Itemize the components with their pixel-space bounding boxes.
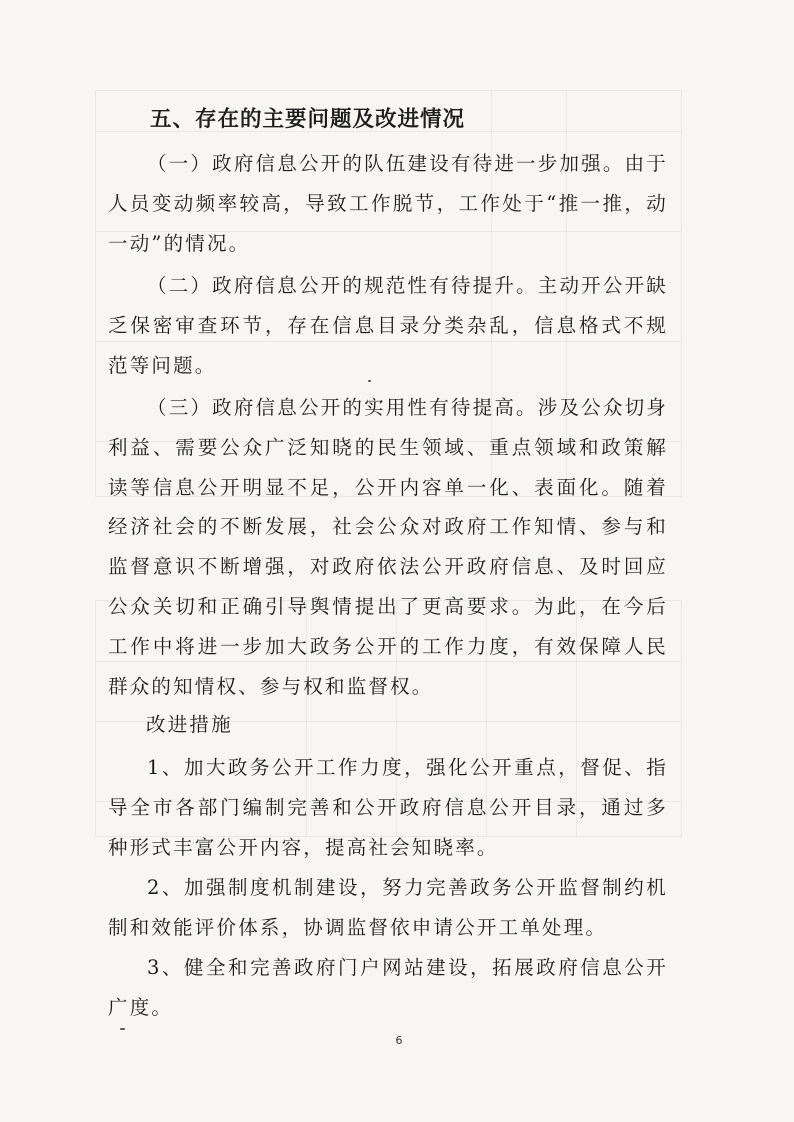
page-number: 6	[395, 1034, 403, 1047]
section-heading: 五、存在的主要问题及改进情况	[150, 107, 466, 132]
paragraph-issue-2: （二）政府信息公开的规范性有待提升。主动开公开缺乏保密审查环节，存在信息目录分类杂乱，信息格式不规范等问题。	[108, 274, 668, 377]
measure-item-2: 2、加强制度机制建设，努力完善政务公开监督制约机制和效能评价体系，协调监督依申请公开工单处理。	[108, 876, 668, 939]
measure-item-1: 1、加大政务公开工作力度，强化公开重点，督促、指导全市各部门编制完善和公开政府信息公开目录，通过多种形式丰富公开内容，提高社会知晓率。	[108, 756, 668, 859]
improvement-measures-subheading: 改进措施	[146, 713, 233, 736]
measure-item-3: 3、健全和完善政府门户网站建设，拓展政府信息公开广度。	[108, 956, 668, 1019]
paragraph-issue-3: （三）政府信息公开的实用性有待提高。涉及公众切身利益、需要公众广泛知晓的民生领域、重点领域和政策解读等信息公开明显不足，公开内容单一化、表面化。随着经济社会的不断发展，社会公众对政府工作知情、参与和监督意识不断增强，对政府依法公开政府信息、及时回应公众关切和正确引导舆情提出了更高要求。为此，在今后工作中将进一步加大政务公开的工作力度，有效保障人民群众的知情权、参与权和监督权。	[108, 396, 668, 698]
scan-speck	[120, 1028, 125, 1030]
scan-speck	[368, 380, 371, 382]
paragraph-issue-1: （一）政府信息公开的队伍建设有待进一步加强。由于人员变动频率较高，导致工作脱节，工作处于“推一推，动一动”的情况。	[108, 152, 668, 255]
